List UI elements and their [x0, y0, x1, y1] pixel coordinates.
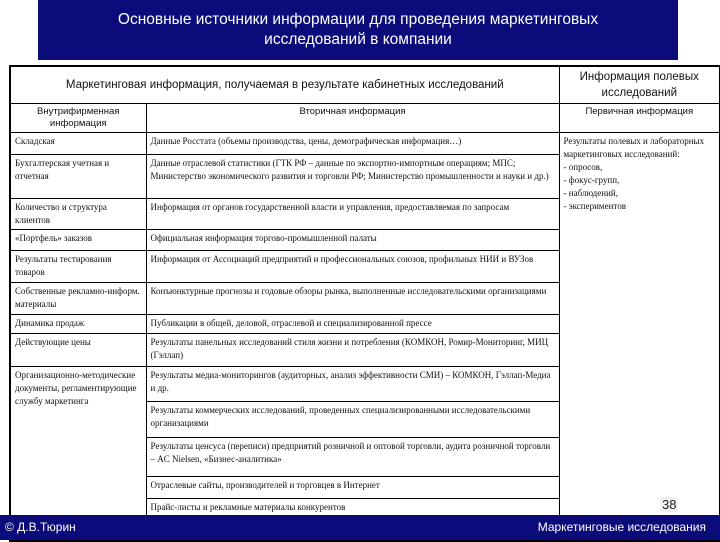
title-line-2: исследований в компании	[264, 31, 452, 48]
title-line-1: Основные источники информации для проведения маркетинговых	[117, 11, 599, 28]
secondary-cell: Информация от Ассоциаций предприятий и профессиональных союзов, профильных НИИ и ВУЗов	[146, 251, 559, 283]
primary-info-cell	[559, 133, 720, 541]
internal-cell: Количество и структура клиентов	[10, 199, 146, 230]
footer-bar	[0, 515, 720, 540]
internal-cell: Динамика продаж	[10, 315, 146, 334]
secondary-cell: Данные отраслевой статистики (ГТК РФ – данные по экспортно-импортным операциям; МПС; Министерство экономического развития и торговли РФ; Министерство промышленности и науки и др.)	[146, 155, 559, 199]
primary-item: - наблюдений,	[563, 188, 618, 198]
subheader-internal: Внутрифирменная информация	[10, 104, 146, 133]
secondary-cell: Результаты ценсуса (переписи) предприятий розничной и оптовой торговли, аудита розничной торговли – AC Nielsen, «Бизнес-аналитика»	[146, 438, 559, 477]
footer-author: © Д.В.Тюрин	[5, 520, 76, 534]
information-sources-table	[9, 65, 720, 542]
header-field-research: Информация полевых исследований	[559, 66, 720, 104]
title-banner	[38, 0, 678, 60]
primary-intro: Результаты полевых и лабораторных маркетинговых исследований:	[563, 136, 705, 159]
secondary-cell: Результаты панельных исследований стиля жизни и потребления (КОМКОН, Ромир-Мониторинг, МИЦ (Гэллап)	[146, 334, 559, 367]
secondary-cell: Результаты коммерческих исследований, проведенных специализированными исследовательскими организациями	[146, 402, 559, 438]
internal-cell: Собственные рекламно-информ. материалы	[10, 283, 146, 315]
internal-cell: Организационно-методические документы, регламентирующие службу маркетинга	[10, 367, 146, 541]
secondary-cell: Прайс-листы и рекламные материалы конкурентов	[146, 499, 559, 520]
primary-item: - опросов,	[563, 162, 603, 172]
subheader-secondary: Вторичная информация	[146, 104, 559, 133]
primary-item: - фокус-групп,	[563, 175, 620, 185]
header-desk-research: Маркетинговая информация, получаемая в результате кабинетных исследований	[10, 66, 559, 104]
secondary-cell: Данные Росстата (объемы производства, цены, демографическая информация…)	[146, 133, 559, 155]
secondary-cell: Официальная информация торгово-промышленной палаты	[146, 230, 559, 251]
secondary-cell: Информация от органов государственной власти и управления, предоставляемая по запросам	[146, 199, 559, 230]
secondary-cell: Конъюнктурные прогнозы и годовые обзоры рынка, выполненные исследовательскими организациями	[146, 283, 559, 315]
primary-item: - экспериментов	[563, 201, 626, 211]
footer-course-title: Маркетинговые исследования	[537, 520, 706, 534]
internal-cell: Действующие цены	[10, 334, 146, 367]
secondary-cell: Публикации в общей, деловой, отраслевой и специализированной прессе	[146, 315, 559, 334]
secondary-cell: Результаты медиа-мониторингов (аудиторных, анализ эффективности СМИ) – КОМКОН, Гэллап-Медиа и др.	[146, 367, 559, 402]
page-number: 38	[662, 497, 677, 512]
subheader-primary: Первичная информация	[559, 104, 720, 133]
internal-cell: Бухгалтерская учетная и отчетная	[10, 155, 146, 199]
internal-cell: Результаты тестирования товаров	[10, 251, 146, 283]
internal-cell: «Портфель» заказов	[10, 230, 146, 251]
internal-cell: Складская	[10, 133, 146, 155]
table-row	[10, 133, 720, 155]
secondary-cell: Отраслевые сайты, производителей и торговцев в Интернет	[146, 477, 559, 499]
